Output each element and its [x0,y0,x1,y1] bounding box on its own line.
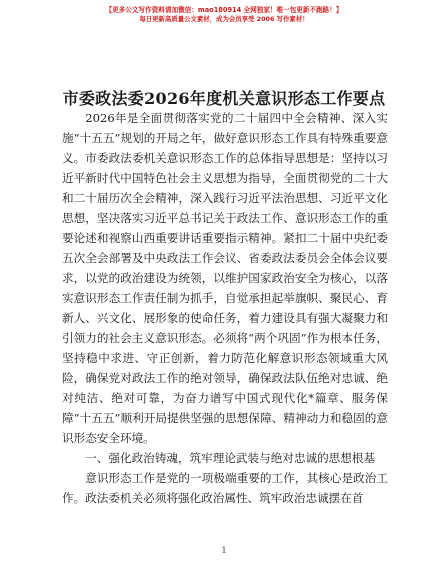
document-title: 市委政法委2026年度机关意识形态工作要点 [62,89,386,108]
section-paragraph: 意识形态工作是党的一项极端重要的工作，其核心是政治工作。政法委机关必须将强化政治属性、筑牢政治忠诚摆在首 [62,471,388,505]
page-number: 1 [221,546,227,555]
promo-banner-line-1: 【更多公文写作资料请加微信：mao180914 全网独家！唯一包更新不跑路！】 [105,6,343,14]
section-heading: 一、强化政治铸魂，筑牢理论武装与绝对忠诚的思想根基 [85,451,376,465]
intro-paragraph: 2026年是全面贯彻落实党的二十届四中全会精神、深入实施“十五五”规划的开局之年，做好意识形态工作具有特殊重要意义。市委政法委机关意识形态工作的总体指导思想是：坚持以习近平新时代中国特色社会主义思想为指导，全面贯彻党的二十大和二十届历次全会精神，深入践行习近平法治思想、习近平文化思想，坚决落实习近平总书记关于政法工作、意识形态工作的重要论述和视察山西重要讲话重要指示精神。紧扣二十届中央纪委五次全会部署及中央政法工作会议、省委政法委员会全体会议要求，以党的政治建设为统领，以维护国家政治安全为核心，以落实意识形态工作责任制为抓手，自觉承担起举旗帜、聚民心、育新人、兴文化、展形象的使命任务，着力建设具有强大凝聚力和引领力的社会主义意识形态。必须将“两个巩固”作为根本任务，坚持稳中求进、守正创新，着力防范化解意识形态领域重大风险，确保党对政法工作的绝对领导，确保政法队伍绝对忠诚、绝对纯洁、绝对可靠，为奋力谱写中国式现代化*篇章、服务保障“十五五”顺利开局提供坚强的思想保障、精神动力和稳固的意识形态安全环境。 [62,111,388,445]
promo-banner-line-2: 每日更新高质量公文素材，成为会员享受 2006 写作素材！ [139,15,309,23]
document-body [62,108,388,508]
